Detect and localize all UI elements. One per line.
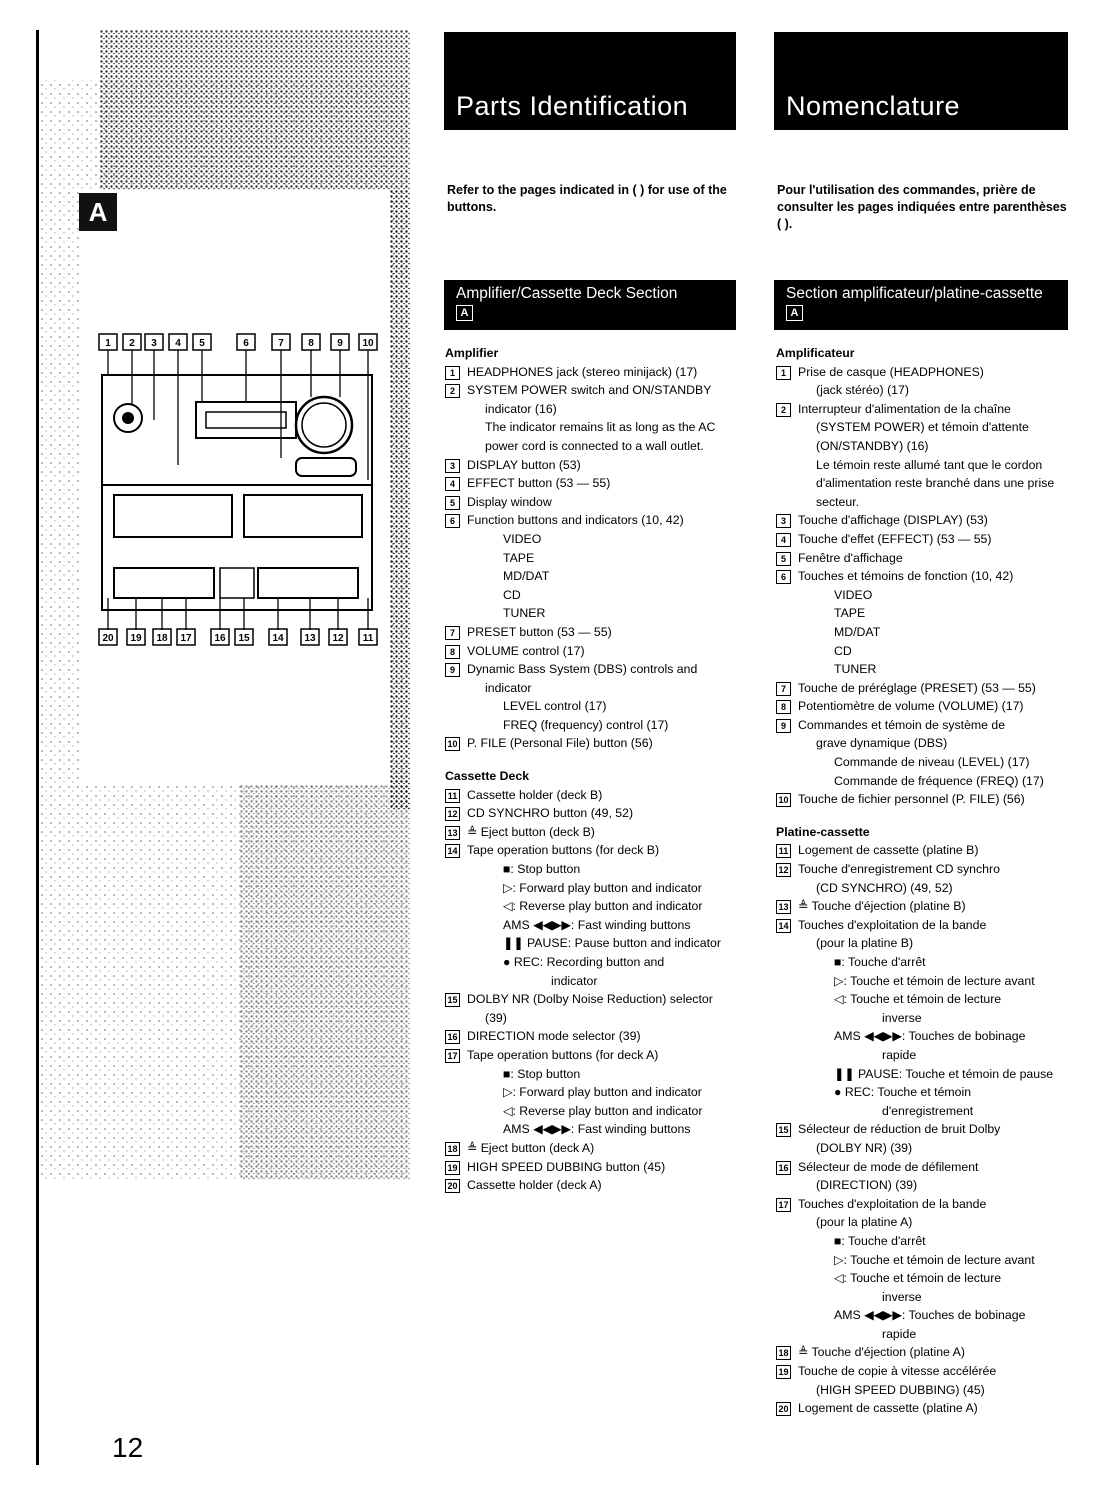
item-text: DOLBY NR (Dolby Noise Reduction) selector — [467, 992, 713, 1007]
item-text: ● REC: Recording button and — [503, 955, 665, 969]
item-number-badge: 9 — [776, 719, 791, 733]
item-number-badge: 5 — [776, 552, 791, 566]
list-item — [776, 1269, 1076, 1288]
callout-number: 11 — [362, 633, 374, 644]
list-item — [445, 804, 745, 823]
list-heading — [776, 823, 1076, 842]
list-item — [776, 879, 1076, 898]
item-text: MD/DAT — [834, 624, 881, 639]
list-item — [445, 1027, 745, 1046]
item-text: Sélecteur de réduction de bruit Dolby — [798, 1122, 1001, 1137]
item-text: TAPE — [834, 606, 866, 621]
item-text: Touche de fichier personnel (P. FILE) (56) — [798, 792, 1025, 807]
section-badge-fr: A — [786, 305, 803, 321]
list-item — [776, 1362, 1076, 1381]
list-item — [776, 400, 1076, 419]
list-item — [776, 1176, 1076, 1195]
item-text: Logement de cassette (platine A) — [798, 1401, 978, 1416]
list-item — [776, 1306, 1076, 1325]
item-text: MD/DAT — [503, 569, 550, 584]
item-text: Display window — [467, 494, 552, 509]
item-text: Amplificateur — [776, 346, 855, 360]
item-text: PRESET button (53 — 55) — [467, 624, 612, 639]
list-item — [776, 437, 1076, 456]
header-title-fr: Nomenclature — [786, 91, 961, 121]
list-item — [445, 511, 745, 530]
item-number-badge: 13 — [776, 900, 791, 914]
item-text: grave dynamique (DBS) — [816, 736, 948, 751]
list-item — [776, 1120, 1076, 1139]
item-text: Touches d'exploitation de la bande — [798, 917, 987, 932]
item-text: TAPE — [503, 550, 535, 565]
list-item — [776, 418, 1076, 437]
section-title-fr: Section amplificateur/platine-cassette — [786, 285, 1043, 302]
item-text: indicator (16) — [485, 401, 557, 416]
list-item — [445, 879, 745, 898]
parts-list-fr — [776, 344, 1076, 1418]
list-item — [445, 786, 745, 805]
page-number: 12 — [112, 1432, 144, 1463]
item-text: ❚❚ PAUSE: Pause button and indicator — [503, 936, 721, 951]
callout-number: 4 — [175, 338, 181, 349]
list-item — [776, 1399, 1076, 1418]
item-text: Fenêtre d'affichage — [798, 550, 903, 565]
item-text: HIGH SPEED DUBBING button (45) — [467, 1159, 666, 1174]
left-margin-rule — [36, 30, 39, 1465]
item-number-badge: 12 — [776, 863, 791, 877]
item-text: Platine-cassette — [776, 824, 870, 839]
list-item — [776, 953, 1076, 972]
list-item — [445, 437, 745, 456]
list-item — [445, 1176, 745, 1195]
list-item — [776, 1288, 1076, 1307]
list-item — [776, 549, 1076, 568]
item-text: Touche d'effet (EFFECT) (53 — 55) — [798, 531, 992, 546]
callout-number: 1 — [105, 338, 111, 349]
item-text: (ON/STANDBY) (16) — [816, 438, 929, 453]
list-item — [445, 604, 745, 623]
list-item — [776, 660, 1076, 679]
list-item — [776, 1083, 1076, 1102]
item-text: ▷: Forward play button and indicator — [503, 880, 702, 895]
item-number-badge: 8 — [776, 700, 791, 714]
item-text: Touche d'enregistrement CD synchro — [798, 862, 1000, 877]
item-text: Cassette Deck — [445, 769, 530, 784]
item-text: Potentiomètre de volume (VOLUME) (17) — [798, 699, 1024, 714]
item-number-badge: 10 — [776, 793, 791, 807]
item-text: ◁: Reverse play button and indicator — [503, 1103, 703, 1118]
item-text: (CD SYNCHRO) (49, 52) — [816, 880, 953, 895]
list-item — [445, 1139, 745, 1158]
callout-number: 16 — [214, 633, 226, 644]
item-text: Interrupteur d'alimentation de la chaîne — [798, 401, 1011, 416]
item-text: Commande de fréquence (FREQ) (17) — [834, 773, 1044, 788]
list-item — [445, 418, 745, 437]
stereo-device-illustration — [96, 330, 386, 680]
section-title-en: Amplifier/Cassette Deck Section — [456, 285, 678, 302]
list-item — [776, 1251, 1076, 1270]
list-item — [445, 586, 745, 605]
list-item — [445, 1120, 745, 1139]
item-text: Prise de casque (HEADPHONES) — [798, 364, 984, 379]
item-number-badge: 18 — [445, 1142, 460, 1156]
item-number-badge: 10 — [445, 737, 460, 751]
item-text: AMS ◀◀▶▶: Touches de bobinage — [834, 1029, 1026, 1044]
item-text: Commande de niveau (LEVEL) (17) — [834, 755, 1030, 770]
item-text: ■: Stop button — [503, 862, 581, 877]
section-header-en — [444, 280, 736, 330]
list-item — [776, 456, 1076, 475]
list-item — [776, 790, 1076, 809]
item-number-badge: 20 — [776, 1402, 791, 1416]
list-item — [776, 586, 1076, 605]
list-item — [445, 1102, 745, 1121]
header-nomenclature — [774, 32, 1068, 130]
list-item — [445, 623, 745, 642]
item-number-badge: 15 — [776, 1123, 791, 1137]
item-text: Tape operation buttons (for deck B) — [467, 843, 660, 858]
list-item — [776, 1027, 1076, 1046]
list-item — [776, 604, 1076, 623]
list-item — [776, 1046, 1076, 1065]
section-header-fr — [774, 280, 1068, 330]
list-item — [445, 456, 745, 475]
list-item — [445, 990, 745, 1009]
callout-number: 12 — [332, 633, 344, 644]
list-item — [776, 1343, 1076, 1362]
item-number-badge: 9 — [445, 663, 460, 677]
list-item — [776, 772, 1076, 791]
item-text: (jack stéréo) (17) — [816, 383, 909, 398]
item-text: ● REC: Touche et témoin — [834, 1085, 972, 1100]
callout-number: 3 — [151, 338, 157, 349]
item-number-badge: 3 — [776, 514, 791, 528]
item-text: DIRECTION mode selector (39) — [467, 1029, 641, 1044]
header-parts-identification — [444, 32, 736, 130]
list-item — [776, 623, 1076, 642]
list-item — [445, 934, 745, 953]
item-number-badge: 20 — [445, 1179, 460, 1193]
callout-number: 10 — [362, 338, 374, 349]
item-number-badge: 18 — [776, 1346, 791, 1360]
list-item — [445, 734, 745, 753]
list-item — [776, 642, 1076, 661]
item-text: ◁: Touche et témoin de lecture — [834, 992, 1002, 1007]
list-item — [776, 697, 1076, 716]
list-item — [776, 734, 1076, 753]
callout-number: 13 — [304, 633, 316, 644]
list-item — [445, 716, 745, 735]
list-item — [776, 716, 1076, 735]
item-text: VOLUME control (17) — [467, 643, 585, 658]
item-text: Le témoin reste allumé tant que le cordon — [816, 457, 1043, 472]
item-text: d'alimentation reste branché dans une prise — [816, 476, 1055, 491]
item-text: Cassette holder (deck A) — [467, 1178, 602, 1193]
header-title-en: Parts Identification — [456, 91, 689, 121]
list-item — [776, 841, 1076, 860]
item-number-badge: 8 — [445, 645, 460, 659]
list-item — [445, 823, 745, 842]
list-heading — [445, 344, 745, 363]
item-text: (DOLBY NR) (39) — [816, 1140, 913, 1155]
item-number-badge: 17 — [776, 1198, 791, 1212]
item-text: Dynamic Bass System (DBS) controls and — [467, 662, 698, 677]
list-item — [776, 1325, 1076, 1344]
callout-number: 7 — [278, 338, 284, 349]
list-item — [776, 530, 1076, 549]
list-item — [776, 1213, 1076, 1232]
list-heading — [445, 767, 745, 786]
list-gap — [445, 753, 745, 767]
callout-number: 5 — [199, 338, 205, 349]
item-text: P. FILE (Personal File) button (56) — [467, 736, 653, 751]
list-item — [776, 567, 1076, 586]
item-number-badge: 17 — [445, 1049, 460, 1063]
item-number-badge: 4 — [445, 477, 460, 491]
item-text: rapide — [882, 1047, 917, 1062]
callout-number: 19 — [130, 633, 142, 644]
item-text: (HIGH SPEED DUBBING) (45) — [816, 1382, 985, 1397]
list-item — [776, 1158, 1076, 1177]
item-text: power cord is connected to a wall outlet. — [485, 438, 704, 453]
list-item — [445, 660, 745, 679]
item-text: (SYSTEM POWER) et témoin d'attente — [816, 420, 1029, 435]
item-text: (pour la platine B) — [816, 936, 914, 951]
callout-number: 14 — [272, 633, 284, 644]
item-text: ◁: Touche et témoin de lecture — [834, 1271, 1002, 1286]
list-item — [445, 1009, 745, 1028]
list-item — [445, 363, 745, 382]
item-text: VIDEO — [503, 531, 542, 546]
list-item — [776, 493, 1076, 512]
list-item — [445, 400, 745, 419]
item-text: LEVEL control (17) — [503, 699, 607, 714]
parts-list-en — [445, 344, 745, 1195]
list-item — [776, 753, 1076, 772]
item-text: CD — [503, 587, 521, 602]
list-item — [445, 860, 745, 879]
item-number-badge: 12 — [445, 807, 460, 821]
item-text: AMS ◀◀▶▶: Fast winding buttons — [503, 917, 691, 932]
item-text: DISPLAY button (53) — [467, 457, 581, 472]
item-text: SYSTEM POWER switch and ON/STANDBY — [467, 383, 712, 398]
list-item — [445, 953, 745, 972]
item-text: rapide — [882, 1326, 917, 1341]
item-text: ❚❚ PAUSE: Touche et témoin de pause — [834, 1066, 1054, 1081]
item-text: ◁: Reverse play button and indicator — [503, 899, 703, 914]
callout-number: 9 — [337, 338, 343, 349]
item-text: Amplifier — [445, 346, 499, 360]
item-text: ▷: Touche et témoin de lecture avant — [834, 973, 1035, 988]
item-text: Logement de cassette (platine B) — [798, 843, 979, 858]
item-text: TUNER — [503, 606, 546, 621]
list-item — [445, 972, 745, 991]
callout-number: 8 — [308, 338, 314, 349]
section-badge-en: A — [456, 305, 473, 321]
item-text: (pour la platine A) — [816, 1215, 913, 1230]
item-number-badge: 13 — [445, 826, 460, 840]
list-item — [776, 363, 1076, 382]
item-number-badge: 2 — [776, 403, 791, 417]
item-number-badge: 1 — [445, 366, 460, 380]
list-item — [776, 860, 1076, 879]
item-text: indicator — [485, 680, 532, 695]
list-item — [445, 381, 745, 400]
item-number-badge: 6 — [445, 514, 460, 528]
list-item — [776, 511, 1076, 530]
list-item — [445, 897, 745, 916]
list-item — [445, 474, 745, 493]
list-item — [776, 381, 1076, 400]
item-text: ≜ Eject button (deck B) — [467, 824, 595, 839]
item-text: CD SYNCHRO button (49, 52) — [467, 806, 634, 821]
list-item — [445, 549, 745, 568]
list-item — [776, 1139, 1076, 1158]
list-item — [776, 679, 1076, 698]
list-heading — [776, 344, 1076, 363]
item-text: ▷: Touche et témoin de lecture avant — [834, 1252, 1035, 1267]
list-item — [445, 1158, 745, 1177]
item-text: secteur. — [816, 494, 860, 509]
list-item — [776, 897, 1076, 916]
figure-badge: A — [79, 193, 117, 231]
item-text: Tape operation buttons (for deck A) — [467, 1047, 659, 1062]
item-text: ■: Touche d'arrêt — [834, 1233, 926, 1248]
callout-number: 6 — [243, 338, 249, 349]
intro-fr: Pour l'utilisation des commandes, prière de consulter les pages indiquées entre parenthèses ( ). — [777, 183, 1067, 231]
list-item — [776, 1232, 1076, 1251]
item-text: Cassette holder (deck B) — [467, 787, 603, 802]
item-number-badge: 19 — [776, 1365, 791, 1379]
list-item — [445, 916, 745, 935]
item-text: AMS ◀◀▶▶: Touches de bobinage — [834, 1308, 1026, 1323]
list-item — [445, 841, 745, 860]
item-text: Touche de préréglage (PRESET) (53 — 55) — [798, 680, 1036, 695]
item-text: Touche d'affichage (DISPLAY) (53) — [798, 513, 988, 528]
item-text: ▷: Forward play button and indicator — [503, 1085, 702, 1100]
list-item — [445, 697, 745, 716]
list-gap — [776, 809, 1076, 823]
item-number-badge: 16 — [776, 1161, 791, 1175]
item-text: VIDEO — [834, 587, 873, 602]
item-text: (DIRECTION) (39) — [816, 1178, 918, 1193]
item-text: Sélecteur de mode de défilement — [798, 1159, 979, 1174]
item-text: Touches d'exploitation de la bande — [798, 1196, 987, 1211]
item-text: CD — [834, 643, 852, 658]
list-item — [776, 1195, 1076, 1214]
item-number-badge: 14 — [445, 844, 460, 858]
callout-number: 15 — [238, 633, 250, 644]
item-text: Touche de copie à vitesse accélérée — [798, 1364, 997, 1379]
callout-number: 17 — [180, 633, 192, 644]
list-item — [445, 1065, 745, 1084]
list-item — [445, 679, 745, 698]
callout-number: 18 — [156, 633, 168, 644]
item-number-badge: 3 — [445, 459, 460, 473]
item-text: ≜ Eject button (deck A) — [467, 1140, 595, 1155]
item-number-badge: 19 — [445, 1161, 460, 1175]
item-number-badge: 4 — [776, 533, 791, 547]
list-item — [776, 990, 1076, 1009]
list-item — [445, 493, 745, 512]
item-number-badge: 16 — [445, 1030, 460, 1044]
item-text: Touches et témoins de fonction (10, 42) — [798, 569, 1014, 584]
item-text: inverse — [882, 1289, 922, 1304]
item-text: ≜ Touche d'éjection (platine A) — [798, 1345, 965, 1360]
list-item — [445, 642, 745, 661]
item-text: ■: Stop button — [503, 1066, 581, 1081]
list-item — [776, 1102, 1076, 1121]
list-item — [445, 530, 745, 549]
list-item — [776, 1065, 1076, 1084]
intro-en: Refer to the pages indicated in ( ) for use of the buttons. — [447, 183, 727, 214]
item-text: HEADPHONES jack (stereo minijack) (17) — [467, 364, 698, 379]
item-number-badge: 15 — [445, 993, 460, 1007]
item-text: Commandes et témoin de système de — [798, 717, 1006, 732]
item-number-badge: 14 — [776, 919, 791, 933]
list-item — [776, 1381, 1076, 1400]
item-text: indicator — [551, 973, 598, 988]
list-item — [776, 474, 1076, 493]
item-text: ■: Touche d'arrêt — [834, 955, 926, 969]
list-item — [445, 1083, 745, 1102]
list-item — [445, 1046, 745, 1065]
callout-number: 2 — [129, 338, 135, 349]
item-text: (39) — [485, 1010, 507, 1025]
callout-number: 20 — [102, 633, 114, 644]
item-text: The indicator remains lit as long as the AC — [485, 420, 716, 435]
list-item — [776, 1009, 1076, 1028]
item-number-badge: 2 — [445, 384, 460, 398]
list-item — [776, 916, 1076, 935]
item-text: d'enregistrement — [882, 1103, 974, 1118]
item-number-badge: 11 — [776, 844, 791, 858]
list-item — [776, 934, 1076, 953]
item-text: FREQ (frequency) control (17) — [503, 717, 669, 732]
item-text: TUNER — [834, 662, 877, 677]
item-text: AMS ◀◀▶▶: Fast winding buttons — [503, 1122, 691, 1137]
item-number-badge: 6 — [776, 570, 791, 584]
list-item — [776, 972, 1076, 991]
item-number-badge: 7 — [445, 626, 460, 640]
item-text: Function buttons and indicators (10, 42) — [467, 513, 684, 528]
item-text: ≜ Touche d'éjection (platine B) — [798, 899, 966, 914]
item-text: EFFECT button (53 — 55) — [467, 476, 611, 491]
list-item — [445, 567, 745, 586]
item-number-badge: 1 — [776, 366, 791, 380]
item-number-badge: 7 — [776, 682, 791, 696]
item-number-badge: 5 — [445, 496, 460, 510]
item-text: inverse — [882, 1010, 922, 1025]
item-number-badge: 11 — [445, 789, 460, 803]
